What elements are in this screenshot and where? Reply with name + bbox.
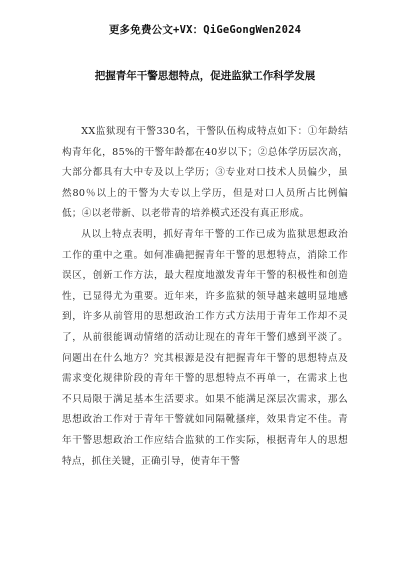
paragraph-1: XX监狱现有干警330名，干警队伍构成特点如下：①年龄结构青年化，85%的干警年龄都在40岁以下；②总体学历层次高，大部分都具有大中专及以上学历；③专业对口技术人员偏少，虽然80％以上的干警为大专以上学历，但是对口人员所占比例偏低；④以老带新、以老带青的培养模式还没有真正形成。 [62, 126, 348, 220]
document-title: 把握青年干警思想特点，促进监狱工作科学发展 [94, 70, 316, 82]
paragraph-2: 从以上特点表明，抓好青年干警的工作已成为监狱思想政治工作的重中之重。如何准确把握青年干警的思想特点，消除工作误区，创新工作方法，最大程度地激发青年干警的积极性和创造性，已显得尤为重要。近年来，许多监狱的领导越来越明显地感到，许多从前管用的思想政治工作方式方法用于青年工作却不灵了，从前很能调动情绪的活动让现在的青年干警们感到平淡了。问题出在什么地方？究其根源是没有把握青年干警的思想特点及需求变化规律阶段的青年干警的思想特点不再单一，在需求上也不只局限于满足基本生活要求。如果不能满足深层次需求，那么思想政治工作对于青年干警就如同隔靴搔痒，效果肯定不佳。青年干警思想政治工作应结合监狱的工作实际，根据青年人的思想特点，抓住关键，正确引导，使青年干警 [62, 228, 348, 467]
promo-banner: 更多免费公文+VX：QiGeGongWen2024 [108, 24, 302, 36]
document-body [62, 122, 348, 472]
